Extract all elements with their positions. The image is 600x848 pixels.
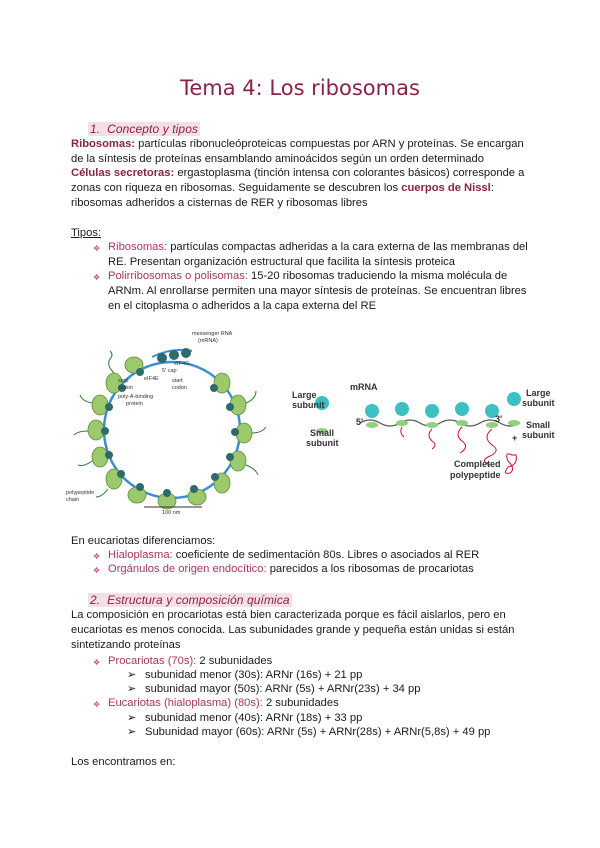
ribosome-blobs — [88, 357, 252, 509]
eucariotas-item-term: Orgánulos de origen endocítico: — [108, 563, 267, 575]
sub-item-text: subunidad mayor (50s): ARNr (5s) + ARNr(23s) + 34 pp — [145, 683, 421, 695]
sub-item-text: subunidad menor (40s): ARNr (18s) + 33 pp — [145, 712, 363, 724]
footer-text: Los encontramos en: — [71, 756, 176, 768]
procariotas-item — [93, 654, 538, 669]
eucariotas-item-organulos — [93, 562, 538, 577]
eucariotas2-text: 2 subunidades — [265, 697, 339, 709]
tipos-item-text: partículas compactas adheridas a la cara externa de las membranas del RE. Presentan organización estructural que facilita la síntesis proteica — [108, 241, 528, 268]
label-small-subunit-left: Small — [310, 428, 335, 438]
diamond-bullet-icon: ❖ — [93, 244, 101, 253]
ribosomas-definition: partículas ribonucleóproteicas compuestas por ARN y proteínas. Se encargan de la síntesis de proteínas ensamblando aminoácidos según un orden determinado — [71, 138, 524, 165]
celulas-term: Células secretoras: — [71, 167, 175, 179]
eucariotas-item-text: parecidos a los ribosomas de procariotas — [269, 563, 474, 575]
fig-label-eif4g: eIF4G — [174, 361, 190, 367]
fig-label-chain: chain — [66, 497, 80, 503]
fig-label-pabp: poly-A-binding — [118, 394, 154, 400]
label-5prime: 5' — [356, 417, 364, 427]
fig-label-mrna: messenger RNA — [192, 331, 233, 337]
sub-item-text: Subunidad mayor (60s): ARNr (5s) + ARNr(28s) + ARNr(5,8s) + 49 pp — [145, 726, 491, 738]
fig-label-pabp2: protein — [126, 401, 143, 407]
ribosomas-term: Ribosomas: — [71, 138, 136, 150]
eucariotas2-term: Eucariotas (hialoplasma) (80s): — [108, 697, 263, 709]
label-subunit-4: subunit — [522, 430, 555, 440]
fig-label-stop: stop — [118, 378, 129, 384]
diamond-bullet-icon: ❖ — [93, 552, 101, 561]
fig-label-stop-codon: codon — [118, 385, 133, 391]
section-heading-1 — [88, 122, 200, 136]
fig-label-mrna2: (mRNA) — [198, 338, 218, 344]
nissl-definition: : ribosomas adheridos a cisternas de RER y ribosomas libres — [71, 182, 494, 209]
large-subunits — [315, 392, 521, 418]
circular-polysome-figure — [62, 325, 277, 520]
arrow-bullet-icon: ➢ — [127, 712, 137, 724]
tipos-item-polisomas — [93, 269, 538, 314]
arrow-bullet-icon: ➢ — [127, 726, 137, 738]
eucariotas2-sub-1 — [127, 711, 363, 726]
nissl-term: cuerpos de Nissl — [401, 182, 491, 194]
arrow-bullet-icon: ➢ — [127, 669, 137, 681]
tipos-item-text: 15-20 ribosomas traduciendo la misma molécula de ARNm. Al enrollarse permiten una mayor síntesis de proteínas. Se encuentran libres en el citoplasma o adheridos a la capa externa del RE — [108, 270, 527, 312]
arrow-bullet-icon: ➢ — [127, 683, 137, 695]
label-subunit-1: subunit — [292, 400, 325, 410]
label-polypeptide: polypeptide — [450, 470, 501, 480]
diamond-bullet-icon: ❖ — [93, 658, 101, 667]
label-3prime: 3' — [495, 414, 503, 424]
diamond-bullet-icon: ❖ — [93, 700, 101, 709]
fig-label-polypeptide: polypeptide — [66, 490, 95, 496]
tipos-heading: Tipos: — [71, 227, 102, 239]
procariotas-text: 2 subunidades — [199, 655, 273, 667]
label-plus: + — [512, 433, 518, 443]
eucariotas-item-hialoplasma — [93, 548, 538, 563]
page-title: Tema 4: Los ribosomas — [180, 76, 420, 100]
diamond-bullet-icon: ❖ — [93, 566, 101, 575]
label-subunit-2: subunit — [306, 438, 339, 448]
celulas-paragraph — [71, 166, 533, 211]
section-heading-2 — [88, 593, 292, 607]
procariotas-term: Procariotas (70s): — [108, 655, 197, 667]
linear-polysome-figure — [290, 375, 570, 487]
eucariotas2-sub-2 — [127, 725, 491, 740]
section-number: 2. — [90, 593, 101, 607]
fig-label-start: start — [172, 378, 183, 384]
composicion-paragraph: La composición en procariotas está bien caracterizada porque es fácil aislarlos, pero en eucariotas es menos conocida. Las subunidades grande y pequeña están unidas si están sintetizando proteínas — [71, 609, 515, 651]
section-label: Estructura y composición química — [107, 593, 290, 607]
label-mrna: mRNA — [350, 382, 378, 392]
sub-item-text: subunidad menor (30s): ARNr (16s) + 21 pp — [145, 669, 363, 681]
tipos-item-term: Polirribosomas o polisomas: — [108, 270, 248, 282]
ribosomas-paragraph — [71, 137, 533, 167]
eucariotas-item-term: Hialoplasma: — [108, 549, 173, 561]
procariotas-sub-1 — [127, 668, 363, 683]
eucariotas2-item — [93, 696, 538, 711]
section-label: Concepto y tipos — [107, 122, 199, 136]
tipos-item-ribosomas — [93, 240, 538, 270]
label-subunit-3: subunit — [522, 398, 555, 408]
eucariotas-heading: En eucariotas diferenciamos: — [71, 535, 216, 547]
fig-label-eif4e: eIF4E — [144, 376, 159, 382]
tipos-item-term: Ribosomas: — [108, 241, 168, 253]
celulas-definition: ergastoplasma (tinción intensa con colorantes básicos) corresponde a zonas con riqueza en ribosomas. Seguidamente se descubren los — [71, 167, 525, 194]
label-completed: Completed — [454, 459, 501, 469]
fig-label-scale: 100 nm — [162, 510, 181, 516]
label-large-subunit-right: Large — [526, 388, 551, 398]
section-number: 1. — [90, 122, 101, 136]
procariotas-sub-2 — [127, 682, 421, 697]
eucariotas-item-text: coeficiente de sedimentación 80s. Libres o asociados al RER — [175, 549, 480, 561]
fig-label-start-codon: codon — [172, 385, 187, 391]
label-small-subunit-right: Small — [526, 420, 551, 430]
diamond-bullet-icon: ❖ — [93, 273, 101, 282]
fig-label-cap: 5' cap — [162, 368, 177, 374]
label-large-subunit-left: Large — [292, 390, 317, 400]
